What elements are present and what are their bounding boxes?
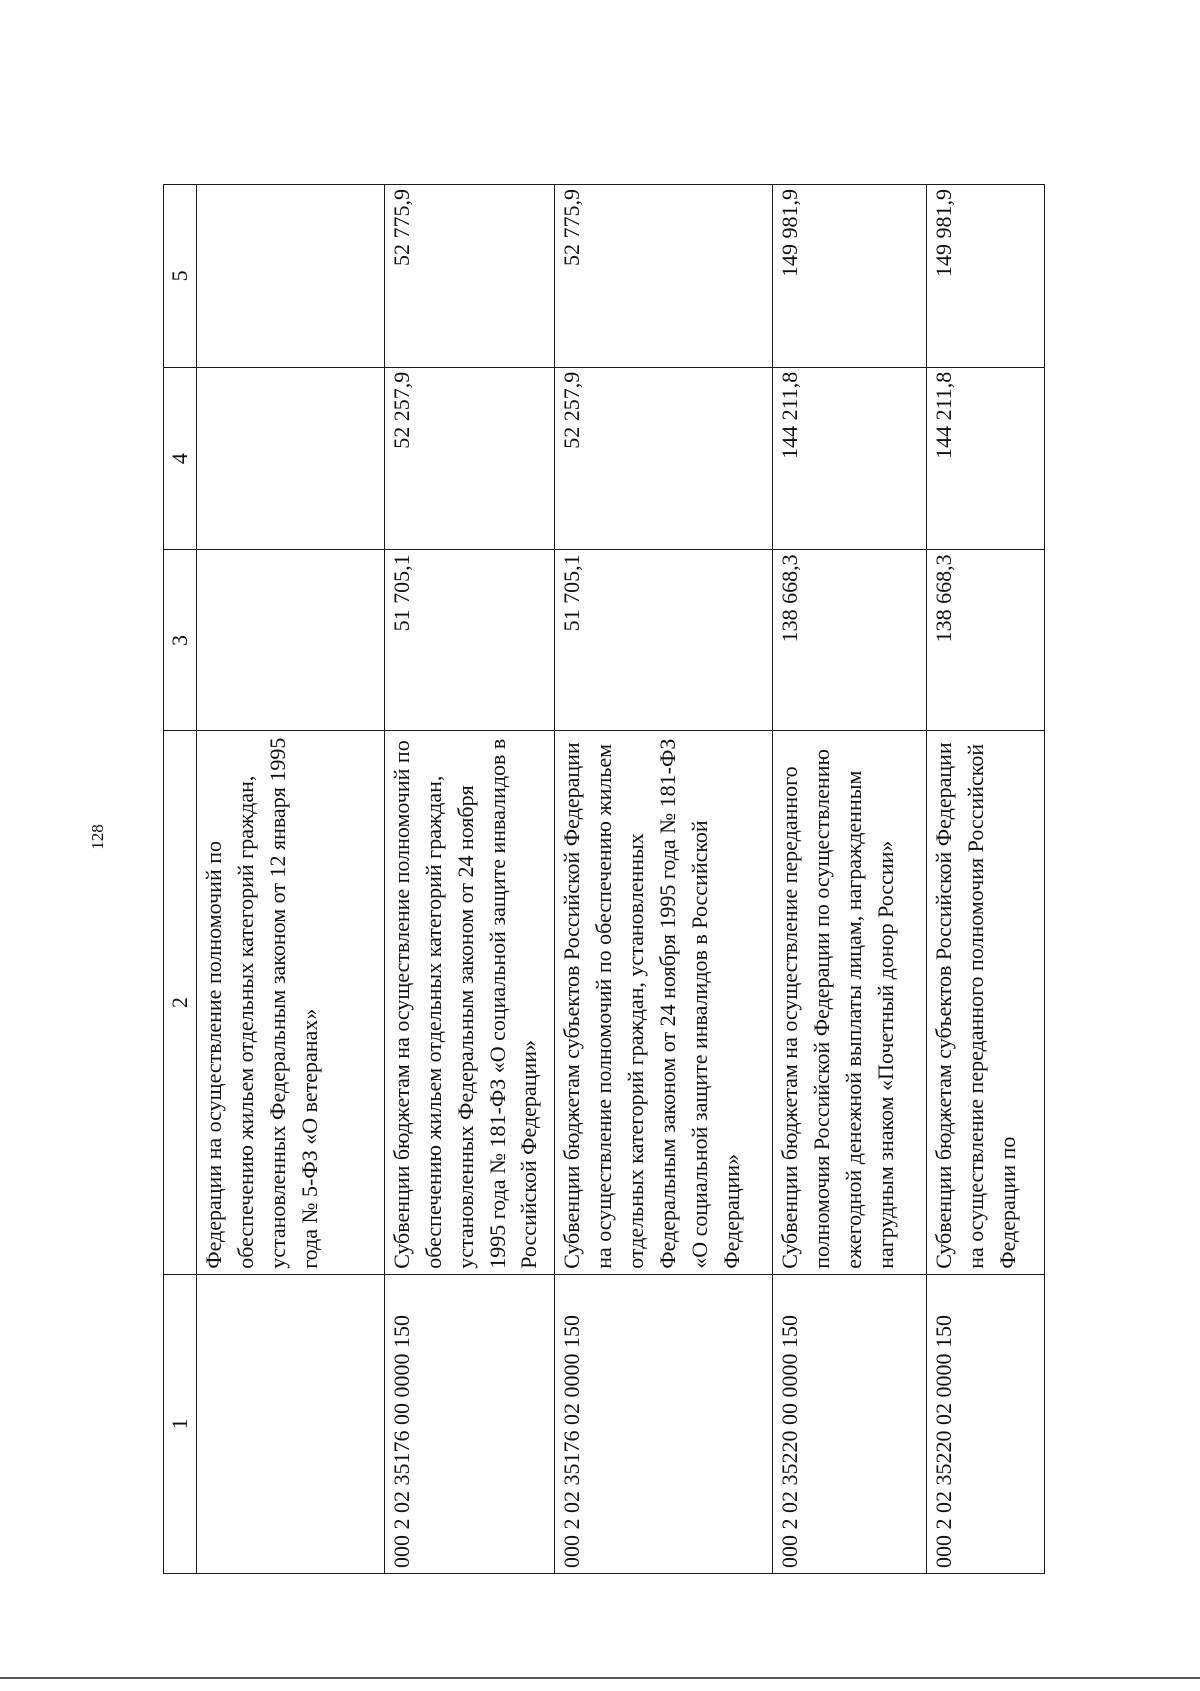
description-cell: Федерации на осуществление полномочий по обеспечению жильем отдельных категорий граждан, установленных Федеральным законом от 12 января 1995 года № 5-ФЗ «О ветеранах»: [197, 731, 385, 1274]
header-cell: 5: [164, 185, 197, 368]
description-cell: Субвенции бюджетам субъектов Российской Федерации на осуществление переданного полномочия Российской Федерации по: [927, 731, 1045, 1274]
budget-code-cell: 000 2 02 35220 02 0000 150: [927, 1274, 1045, 1573]
amount-col4-cell: [197, 367, 385, 550]
amount-col5-cell: 149 981,9: [773, 185, 927, 368]
table-header-row: [164, 185, 197, 1574]
page-number: 128: [88, 824, 107, 850]
amount-col4-cell: 144 211,8: [927, 367, 1045, 550]
amount-col5-cell: 52 775,9: [384, 185, 554, 368]
description-cell: Субвенции бюджетам субъектов Российской Федерации на осуществление полномочий по обеспечению жильем отдельных категорий граждан, установленных Федеральным законом от 24 ноября 1995 года № 181-ФЗ «О социальной защите инвалидов в Российской Федерации»: [555, 731, 773, 1274]
amount-col3-cell: 51 705,1: [555, 550, 773, 731]
table-row: [384, 185, 554, 1574]
header-cell: 4: [164, 367, 197, 550]
amount-col5-cell: [197, 185, 385, 368]
budget-table: [163, 184, 1045, 1574]
budget-code-cell: 000 2 02 35220 00 0000 150: [773, 1274, 927, 1573]
table-row: [773, 185, 927, 1574]
amount-col3-cell: 138 668,3: [773, 550, 927, 731]
amount-col3-cell: [197, 550, 385, 731]
budget-code-cell: 000 2 02 35176 00 0000 150: [384, 1274, 554, 1573]
amount-col3-cell: 138 668,3: [927, 550, 1045, 731]
amount-col5-cell: 149 981,9: [927, 185, 1045, 368]
header-cell: 1: [164, 1274, 197, 1573]
budget-code-cell: [197, 1274, 385, 1573]
budget-code-cell: 000 2 02 35176 02 0000 150: [555, 1274, 773, 1573]
amount-col3-cell: 51 705,1: [384, 550, 554, 731]
table-row: [555, 185, 773, 1574]
description-cell: Субвенции бюджетам на осуществление полномочий по обеспечению жильем отдельных категорий граждан, установленных Федеральным законом от 24 ноября 1995 года № 181-ФЗ «О социальной защите инвалидов в Российской Федерации»: [384, 731, 554, 1274]
amount-col4-cell: 52 257,9: [555, 367, 773, 550]
amount-col4-cell: 52 257,9: [384, 367, 554, 550]
header-cell: 3: [164, 550, 197, 731]
header-cell: 2: [164, 731, 197, 1274]
scan-bottom-edge: [0, 1677, 1200, 1679]
amount-col5-cell: 52 775,9: [555, 185, 773, 368]
table-row: [197, 185, 385, 1574]
table-row: [927, 185, 1045, 1574]
amount-col4-cell: 144 211,8: [773, 367, 927, 550]
budget-table-container: [163, 184, 1045, 1574]
description-cell: Субвенции бюджетам на осуществление переданного полномочия Российской Федерации по осуществлению ежегодной денежной выплаты лицам, награжденным нагрудным знаком «Почетный донор России»: [773, 731, 927, 1274]
